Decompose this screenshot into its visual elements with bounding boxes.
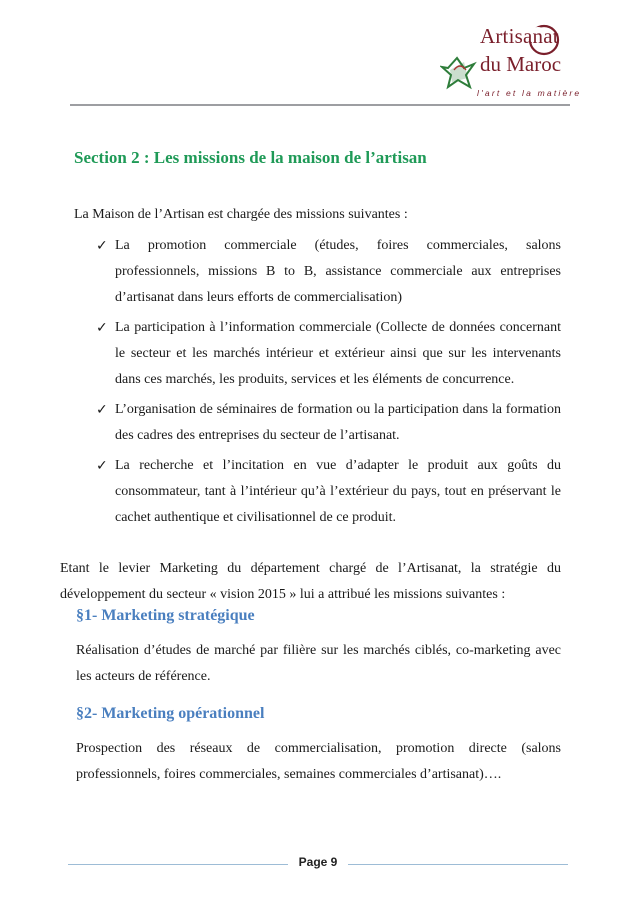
list-item-text: La promotion commerciale (études, foires commerciales, salons professionnels, missions B to B, assistance commerciale aux entreprises d’artisanat dans leurs efforts de commercialisation) [115,238,561,305]
logo-line1: Artisanat [480,24,559,48]
subsection-heading-operational: §2- Marketing opérationnel [76,705,265,722]
subsection-heading-strategic: §1- Marketing stratégique [76,607,255,624]
subsection-text-operational: Prospection des réseaux de commercialisation, promotion directe (salons professionnels, foires commerciales, semaines commerciales d’artisanat)…. [76,741,561,782]
list-item-text: La participation à l’information commerciale (Collecte de données concernant le secteur et les marchés intérieur et extérieur ainsi que sur les intervenants dans ces marchés, les produits, services et les éléments de concurrence. [115,320,561,387]
list-item [96,453,561,531]
list-item-text: L’organisation de séminaires de formation ou la participation dans la formation des cadres des entreprises du secteur de l’artisanat. [115,402,561,443]
list-item [96,233,561,311]
logo-line2: du Maroc [480,52,562,76]
missions-list [96,233,561,535]
check-icon: ✓ [96,458,108,474]
section-intro: La Maison de l’Artisan est chargée des missions suivantes : [74,207,408,222]
logo-tagline: l'art et la matière [477,88,582,98]
section-title: Section 2 : Les missions de la maison de l’artisan [74,148,427,167]
header-divider [70,104,570,106]
check-icon: ✓ [96,402,108,418]
check-icon: ✓ [96,238,108,254]
subsection-text-strategic: Réalisation d’études de marché par filière sur les marchés ciblés, co-marketing avec les acteurs de référence. [76,643,561,684]
footer-divider-left [68,864,288,865]
strategy-paragraph: Etant le levier Marketing du département chargé de l’Artisanat, la stratégie du développement du secteur « vision 2015 » lui a attribué les missions suivantes : [60,561,561,602]
list-item [96,397,561,449]
footer-divider-right [348,864,568,865]
list-item-text: La recherche et l’incitation en vue d’adapter le produit aux goûts du consommateur, tant à l’intérieur qu’à l’extérieur du pays, tout en préservant le cachet authentique et civilisationnel de ce produit. [115,458,561,525]
list-item [96,315,561,393]
check-icon: ✓ [96,320,108,336]
page-number: Page 9 [298,855,338,869]
